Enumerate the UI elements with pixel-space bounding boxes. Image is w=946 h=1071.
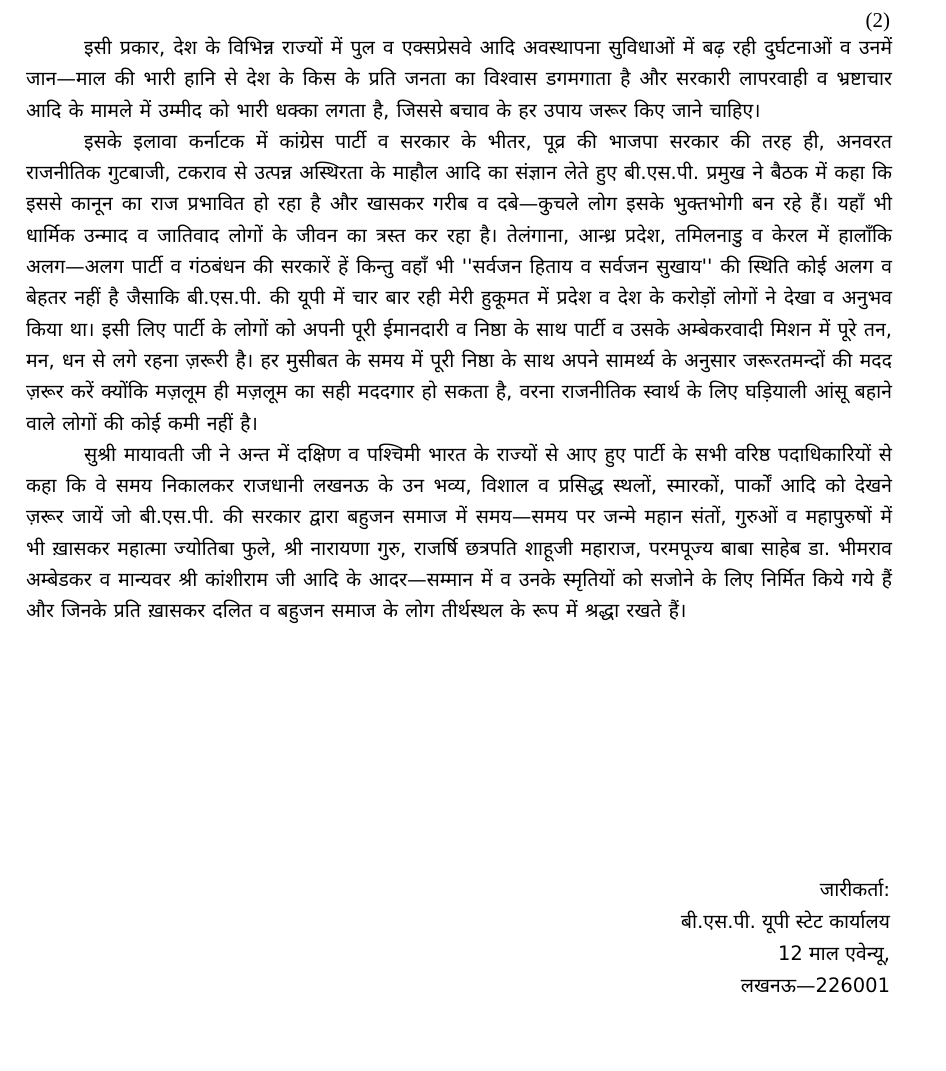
issuer-city: लखनऊ—226001 xyxy=(740,974,890,997)
page-number: (2) xyxy=(865,8,890,32)
press-release-body xyxy=(26,32,892,627)
paragraph-2: इसके इलावा कर्नाटक में कांग्रेस पार्टी व सरकार के भीतर, पूव्र की भाजपा सरकार की तरह ही, अनवरत राजनीतिक गुटबाजी, टकराव से उत्पन्न अस्थिरता के माहौल आदि का संज्ञान लेते हुए बी.एस.पी. प्रमुख ने बैठक में कहा कि इससे कानून का राज प्रभावित हो रहा है और खासकर गरीब व दबे—कुचले लोग इसके भुक्तभोगी बन रहे हैं। यहाँ भी धार्मिक उन्माद व जातिवाद लोगों के जीवन का त्रस्त कर रहा है। तेलंगाना, आन्ध्र प्रदेश, तमिलनाडु व केरल में हालाँकि अलग—अलग पार्टी व गंठबंधन की सरकारें हें किन्तु वहाँ भी ''सर्वजन हिताय व सर्वजन सुखाय'' की स्थिति कोई अलग व बेहतर नहीं है जैसाकि बी.एस.पी. की यूपी में चार बार रही मेरी हुकूमत में प्रदेश व देश के करोड़ों लोगों ने देखा व अनुभव किया था। इसी लिए पार्टी के लोगों को अपनी पूरी ईमानदारी व निष्ठा के साथ पार्टी व उसके अम्बेकरवादी मिशन में पूरे तन, मन, धन से लगे रहना ज़रूरी है। हर मुसीबत के समय में पूरी निष्ठा के साथ अपने सामर्थ्य के अनुसार जरूरतमन्दों की मदद ज़रूर करें क्योंकि मज़लूम ही मज़लूम का सही मददगार हो सकता है, वरना राजनीतिक स्वार्थ के लिए घड़ियाली आंसू बहाने वाले लोगों की कोई कमी नहीं है। xyxy=(26,129,892,435)
paragraph-3: सुश्री मायावती जी ने अन्त में दक्षिण व पश्चिमी भारत के राज्यों से आए हुए पार्टी के सभी वरिष्ठ पदाधिकारियों से कहा कि वे समय निकालकर राजधानी लखनऊ के उन भव्य, विशाल व प्रसिद्ध स्थलों, स्मारकों, पार्कों आदि को देखने ज़रूर जायें जो बी.एस.पी. की सरकार द्वारा बहुजन समाज में समय—समय पर जन्मे महान संतों, गुरुओं व महापुरुषों में भी ख़ासकर महात्मा ज्योतिबा फुले, श्री नारायणा गुरु, राजर्षि छत्रपति शाहूजी महाराज, परमपूज्य बाबा साहेब डा. भीमराव अम्बेडकर व मान्यवर श्री कांशीराम जी आदि के आदर—सम्मान में व उनके स्मृतियों को सजोने के लिए निर्मित किये गये हैं और जिनके प्रति ख़ासकर दलित व बहुजन समाज के लोग तीर्थस्थल के रूप में श्रद्धा रखते हैं। xyxy=(26,442,892,623)
paragraph-1: इसी प्रकार, देश के विभिन्न राज्यों में पुल व एक्सप्रेसवे आदि अवस्थापना सुविधाओं में बढ़ रही दुर्घटनाओं व उनमें जान—माल की भारी हानि से देश के किस के प्रति जनता का विश्वास डगमगाता है और सरकारी लापरवाही व भ्रष्टाचार आदि के मामले में उम्मीद को भारी धक्का लगता है, जिससे बचाव के हर उपाय जरूर किए जाने चाहिए। xyxy=(26,36,892,122)
issuer-street: 12 माल एवेन्यू, xyxy=(777,942,890,965)
issuer-block xyxy=(681,874,890,1002)
issuer-label: जारीकर्ता: xyxy=(819,878,890,901)
issuer-office: बी.एस.पी. यूपी स्टेट कार्यालय xyxy=(680,910,890,933)
